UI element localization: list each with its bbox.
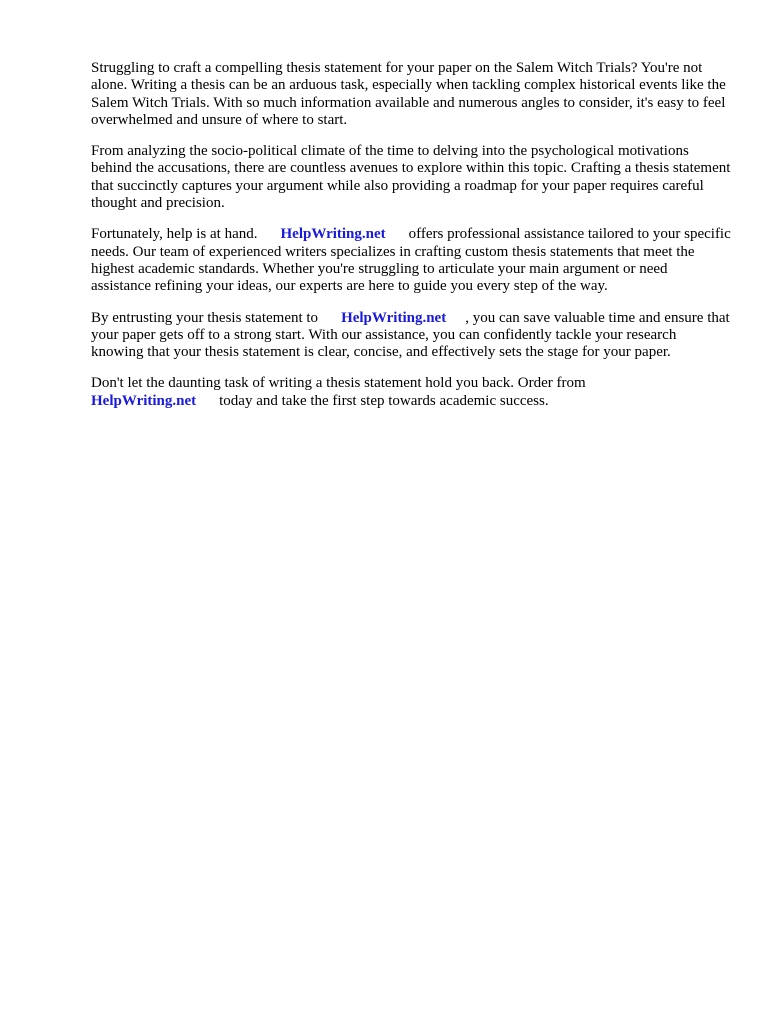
paragraph-help-text-before: Fortunately, help is at hand. [91,226,258,243]
paragraph-help [91,226,731,295]
helpwriting-link[interactable]: HelpWriting.net [280,226,386,243]
paragraph-topic: From analyzing the socio-political climate of the time to delving into the psychological motivations behind the accusations, there are countless avenues to explore within this topic. Crafting a thesis statement that succinctly captures your argument while also providing a roadmap for your paper requires careful thought and precision. [91,143,731,212]
paragraph-intro: Struggling to craft a compelling thesis statement for your paper on the Salem Witch Trials? You're not alone. Writing a thesis can be an arduous task, especially when tackling complex historical events like the Salem Witch Trials. With so much information available and numerous angles to consider, it's easy to feel overwhelmed and unsure of where to start. [91,60,726,128]
paragraph-entrust-text-after: , you can save valuable time and ensure that your paper gets off to a strong start. With our assistance, you can confidently tackle your research knowing that your thesis statement is clear, concise, and effectively sets the stage for your paper. [91,309,730,361]
document-page [91,60,731,424]
helpwriting-link[interactable]: HelpWriting.net [91,392,197,409]
paragraph-order-text-after: today and take the first step towards academic success. [219,392,549,409]
paragraph-entrust-text-before: By entrusting your thesis statement to [91,309,319,326]
paragraph-order [91,375,731,410]
paragraph-order-text-before: Don't let the daunting task of writing a thesis statement hold you back. Order from [91,375,586,392]
paragraph-help-text-after: offers professional assistance tailored to your specific needs. Our team of experienced writers specializes in crafting custom thesis statements that meet the highest academic standards. Whether you're struggling to articulate your main argument or need assistance refining your ideas, our experts are here to guide you every step of the way. [91,226,731,295]
helpwriting-link[interactable]: HelpWriting.net [341,309,447,326]
paragraph-entrust [91,310,731,362]
